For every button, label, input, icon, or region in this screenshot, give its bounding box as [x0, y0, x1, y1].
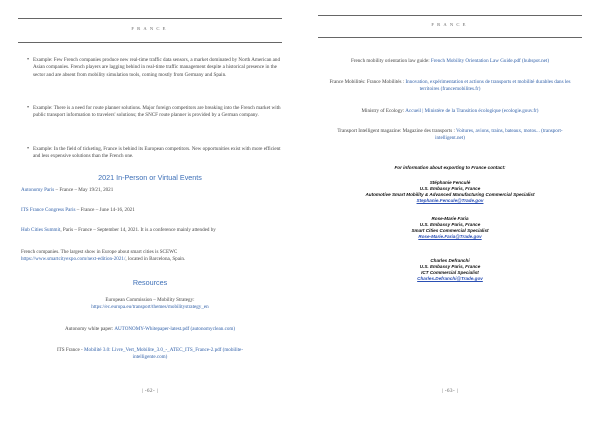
contact-org: U.S. Embassy Paris, France — [419, 222, 481, 227]
resource-link[interactable]: Mobilité 3.0: Livre_Vert_Mobilite_3.0_-_ATEC_ITS_France-2.pdf (mobilite-intelligente.com) — [84, 347, 244, 361]
contact-email[interactable]: Stephanie.Fencule@Trade.gov — [416, 198, 484, 203]
resource-item — [40, 297, 260, 312]
reference-item — [314, 58, 586, 65]
contact-name: Charles Defranchi — [430, 258, 470, 263]
contact-card — [318, 258, 582, 282]
contact-role: Smart Cities Commercial Specialist — [411, 228, 489, 233]
reference-link[interactable]: Accueil | Ministère de la Transition écologique (ecologie.gouv.fr) — [405, 108, 539, 114]
right-page — [300, 0, 600, 424]
bullet-marker: • — [27, 57, 30, 63]
resources-heading: Resources — [132, 278, 168, 287]
resource-label: ITS France - — [56, 347, 84, 353]
resource-item — [45, 347, 255, 362]
header-bottom-rule — [318, 37, 582, 38]
event-link[interactable]: Hub Cities Summit — [21, 227, 61, 233]
reference-link[interactable]: Voitures, avions, trains, bateaux, motos... (transport-intelligent.net) — [435, 128, 563, 142]
reference-label: France Mobilités: France Mobilités : — [329, 79, 406, 85]
reference-item — [326, 128, 574, 143]
resource-label: European Commission – Mobility Strategy: — [105, 297, 195, 303]
events-note — [21, 249, 283, 264]
page-header: FRANCE — [431, 22, 469, 27]
resource-link[interactable]: https://ec.europa.eu/transport/themes/mobilitystrategy_en — [91, 304, 209, 311]
contact-name: Rose-Marie Faria — [431, 216, 469, 221]
bullet-marker: • — [27, 105, 30, 111]
resource-item — [30, 326, 270, 333]
reference-item — [322, 108, 578, 115]
events-heading: 2021 In-Person or Virtual Events — [98, 173, 202, 182]
events-note-text: French companies. The largest show in Europe about smart cities is SCEWC — [21, 249, 178, 255]
contact-org: U.S. Embassy Paris, France — [419, 264, 481, 269]
header-top-rule — [18, 18, 282, 19]
event-item — [21, 187, 283, 194]
contact-name: Stéphanie Fenculé — [429, 180, 471, 185]
contact-heading — [318, 165, 582, 171]
reference-item — [322, 79, 578, 94]
contact-role: ICT Commercial Specialist — [421, 270, 479, 275]
reference-link[interactable]: French Mobility Orientation Law Guide.pdf (hubspot.net) — [430, 58, 550, 64]
contact-role: Automotive Smart Mobility & Advanced Manufacturing Commercial Specialist — [365, 192, 535, 197]
reference-label: Transport Intelligent magazine: Magazine des transports : — [337, 128, 457, 134]
reference-label: French mobility orientation law guide: — [350, 58, 431, 64]
event-details: , Paris – France – September 14, 2021. It is a conference mainly attended by — [60, 227, 216, 233]
bullet-text: Example: In the field of ticketing, France is behind its European competitors. New opportunities exist with more efficient and less expensive solutions than the French one. — [33, 146, 281, 160]
bullet-text: Example: There is a need for route planner solutions. Major foreign competitors are breaking into the French market with public transport information to travelers' solutions; the SNCF route planner is provided by a German company. — [33, 105, 281, 119]
contact-email[interactable]: Rose-Marie.Faria@Trade.gov — [418, 234, 482, 239]
event-details: – France – May 19/21, 2021 — [54, 187, 114, 193]
resource-label: Autonomy white paper: — [64, 326, 115, 332]
bullet-text: Example: Few French companies produce new real-time traffic data sensors, a market dominated by North American and Asian companies. French players are lagging behind in real-time traffic management despite a historical presence in the sector and are absent from mobility simulation tools, coming mostly from Germany and Spain. — [33, 57, 281, 78]
event-link[interactable]: ITS France Congress Paris — [21, 207, 76, 213]
page-header: FRANCE — [131, 26, 169, 31]
contact-heading-text: For information about exporting to France contact: — [394, 165, 506, 170]
page-number: | -63- | — [441, 389, 459, 394]
contact-email[interactable]: Charles.Defranchi@Trade.gov — [417, 276, 483, 281]
event-details: – France – June 14-16, 2021 — [75, 207, 135, 213]
events-note-tail: , located in Barcelona, Spain. — [125, 256, 186, 263]
event-item — [21, 207, 283, 214]
scewc-link[interactable]: https://www.smartcityexpo.com/next-edition-2021/ — [21, 256, 126, 263]
event-link[interactable]: Autonomy Paris — [21, 187, 55, 193]
contact-org: U.S. Embassy Paris, France — [419, 186, 481, 191]
header-bottom-rule — [18, 42, 282, 43]
reference-label: Ministry of Ecology: — [361, 108, 406, 114]
reference-link[interactable]: Innovation, expérimentation et actions de transports et mobilité durables dans les territoires (francemobilites.fr) — [405, 79, 571, 93]
contact-card — [318, 216, 582, 240]
resource-link[interactable]: AUTONOMY-Whitepaper-latest.pdf (autonomyclean.com) — [114, 326, 236, 332]
bullet-marker: • — [27, 146, 30, 152]
contact-card — [318, 180, 582, 204]
page-number: | -62- | — [141, 389, 159, 394]
header-top-rule — [318, 15, 582, 16]
event-item — [21, 227, 283, 234]
